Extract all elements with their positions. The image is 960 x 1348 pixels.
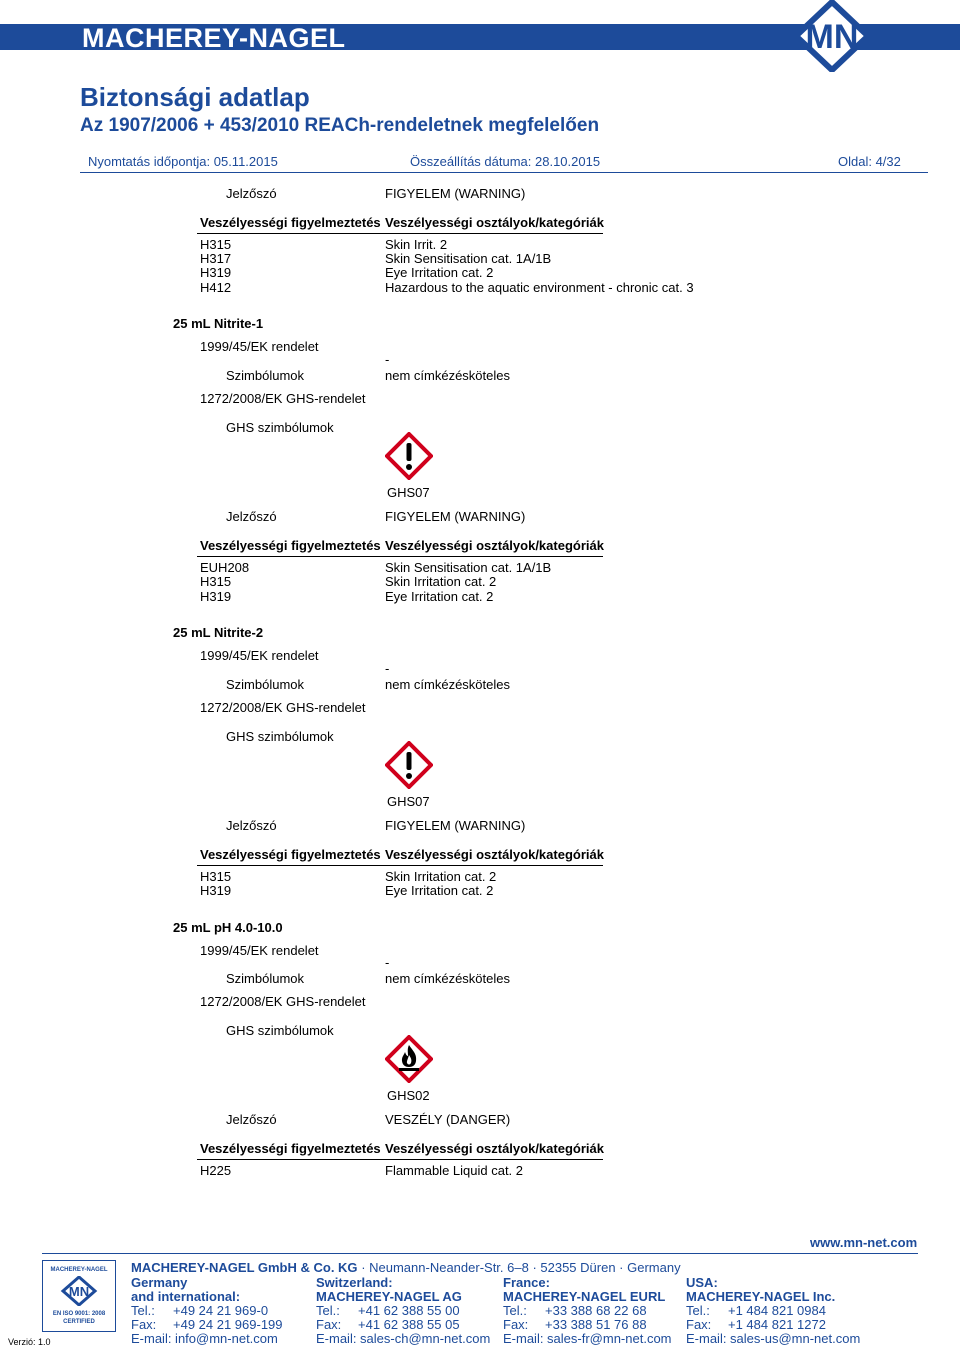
hazard-statements-header: Veszélyességi figyelmeztetés: [200, 847, 381, 862]
document-subtitle: Az 1907/2006 + 453/2010 REACh-rendeletnek megfelelően: [80, 115, 600, 136]
signal-word-value: FIGYELEM (WARNING): [385, 509, 526, 524]
signal-word-label: Jelzőszó: [226, 186, 277, 201]
section-title: 25 mL Nitrite-1: [173, 316, 264, 331]
mn-logo-icon: [60, 1276, 98, 1306]
tel-label: Tel.:: [686, 1303, 710, 1318]
ghs-code: GHS07: [387, 485, 430, 500]
hazard-classes-header: Veszélyességi osztályok/kategóriák: [385, 1141, 604, 1156]
hazard-class: Skin Irritation cat. 2: [385, 574, 497, 589]
symbol-dash: -: [385, 661, 390, 676]
hazard-class: Hazardous to the aquatic environment - chronic cat. 3: [385, 280, 694, 295]
cert-brand: MACHEREY-NAGEL: [50, 1267, 108, 1273]
hazard-code: H317: [200, 251, 232, 266]
hazard-code: H412: [200, 280, 232, 295]
cert-status: CERTIFIED: [63, 1319, 95, 1325]
symbol-dash: -: [385, 352, 390, 367]
tel-number: +41 62 388 55 00: [358, 1303, 460, 1318]
hazard-code: H315: [200, 869, 232, 884]
hazard-code: H319: [200, 589, 232, 604]
not-labelled-text: nem címkézésköteles: [385, 971, 510, 986]
ghs-regulation-label: 1272/2008/EK GHS-rendelet: [200, 391, 366, 406]
svg-text:MN: MN: [68, 1284, 90, 1299]
signal-word-value: FIGYELEM (WARNING): [385, 186, 526, 201]
company-name: MACHEREY-NAGEL GmbH & Co. KG: [131, 1260, 358, 1275]
hazard-class: Flammable Liquid cat. 2: [385, 1163, 524, 1178]
iso-certificate-badge: [42, 1260, 116, 1332]
fax-number: +49 24 21 969-199: [173, 1317, 283, 1332]
table-header-divider: [197, 865, 603, 866]
svg-text:MN: MN: [805, 18, 859, 56]
hazard-class: Skin Irrit. 2: [385, 237, 448, 252]
exclamation-mark-icon: [385, 432, 433, 480]
print-date: Nyomtatás időpontja: 05.11.2015: [88, 154, 278, 169]
table-header-divider: [197, 233, 603, 234]
version-label: Verzió: 1.0: [8, 1337, 51, 1347]
hazard-code: H319: [200, 883, 232, 898]
tel-label: Tel.:: [503, 1303, 527, 1318]
cert-standard: EN ISO 9001: 2008: [52, 1311, 106, 1317]
tel-label: Tel.:: [316, 1303, 340, 1318]
ghs-regulation-label: 1272/2008/EK GHS-rendelet: [200, 700, 366, 715]
fax-number: +1 484 821 1272: [728, 1317, 826, 1332]
hazard-code: H319: [200, 265, 232, 280]
ghs-code: GHS07: [387, 794, 430, 809]
directive-label: 1999/45/EK rendelet: [200, 648, 319, 663]
not-labelled-text: nem címkézésköteles: [385, 368, 510, 383]
section-title: 25 mL pH 4.0-10.0: [173, 920, 283, 935]
signal-word-label: Jelzőszó: [226, 818, 277, 833]
hazard-class: Skin Sensitisation cat. 1A/1B: [385, 251, 552, 266]
ghs-regulation-label: 1272/2008/EK GHS-rendelet: [200, 994, 366, 1009]
office-heading: Switzerland:: [316, 1275, 393, 1290]
directive-label: 1999/45/EK rendelet: [200, 943, 319, 958]
hazard-class: Eye Irritation cat. 2: [385, 265, 494, 280]
fax-label: Fax:: [686, 1317, 712, 1332]
hazard-code: EUH208: [200, 560, 250, 575]
fax-label: Fax:: [316, 1317, 342, 1332]
footer-divider: [42, 1253, 918, 1254]
hazard-class: Eye Irritation cat. 2: [385, 883, 494, 898]
email-link[interactable]: E-mail: sales-ch@mn-net.com: [316, 1331, 491, 1346]
flame-icon: [385, 1035, 433, 1083]
page-number: Oldal: 4/32: [838, 154, 901, 169]
hazard-code: H315: [200, 237, 232, 252]
directive-label: 1999/45/EK rendelet: [200, 339, 319, 354]
compile-date: Összeállítás dátuma: 28.10.2015: [410, 154, 601, 169]
hazard-classes-header: Veszélyességi osztályok/kategóriák: [385, 538, 604, 553]
mn-logo-icon: [772, 0, 892, 72]
hazard-class: Skin Irritation cat. 2: [385, 869, 497, 884]
company-line: [131, 1260, 681, 1275]
ghs-symbols-label: GHS szimbólumok: [226, 1023, 334, 1038]
header-divider: [80, 172, 928, 173]
fax-label: Fax:: [131, 1317, 157, 1332]
hazard-code: H225: [200, 1163, 232, 1178]
tel-label: Tel.:: [131, 1303, 155, 1318]
symbols-label: Szimbólumok: [226, 368, 305, 383]
ghs-symbols-label: GHS szimbólumok: [226, 420, 334, 435]
hazard-code: H315: [200, 574, 232, 589]
office-name: MACHEREY-NAGEL AG: [316, 1289, 462, 1304]
signal-word-label: Jelzőszó: [226, 509, 277, 524]
hazard-classes-header: Veszélyességi osztályok/kategóriák: [385, 847, 604, 862]
hazard-class: Skin Sensitisation cat. 1A/1B: [385, 560, 552, 575]
email-link[interactable]: E-mail: info@mn-net.com: [131, 1331, 278, 1346]
office-name: MACHEREY-NAGEL EURL: [503, 1289, 666, 1304]
website-link[interactable]: www.mn-net.com: [810, 1235, 918, 1250]
fax-number: +41 62 388 55 05: [358, 1317, 460, 1332]
hazard-classes-header: Veszélyességi osztályok/kategóriák: [385, 215, 604, 230]
brand-name: MACHEREY-NAGEL: [82, 23, 346, 53]
company-address: · Neumann-Neander-Str. 6–8 · 52355 Düren · Germany: [361, 1260, 681, 1275]
document-title: Biztonsági adatlap: [80, 82, 310, 112]
table-header-divider: [197, 556, 603, 557]
tel-number: +49 24 21 969-0: [173, 1303, 269, 1318]
office-name: and international:: [131, 1289, 241, 1304]
symbols-label: Szimbólumok: [226, 677, 305, 692]
office-heading: USA:: [686, 1275, 718, 1290]
ghs-symbols-label: GHS szimbólumok: [226, 729, 334, 744]
signal-word-value: VESZÉLY (DANGER): [385, 1112, 511, 1127]
symbols-label: Szimbólumok: [226, 971, 305, 986]
hazard-statements-header: Veszélyességi figyelmeztetés: [200, 215, 381, 230]
fax-label: Fax:: [503, 1317, 529, 1332]
office-heading: Germany: [131, 1275, 188, 1290]
fax-number: +33 388 51 76 88: [545, 1317, 647, 1332]
hazard-statements-header: Veszélyességi figyelmeztetés: [200, 1141, 381, 1156]
symbol-dash: -: [385, 955, 390, 970]
email-link[interactable]: E-mail: sales-us@mn-net.com: [686, 1331, 861, 1346]
ghs-code: GHS02: [387, 1088, 430, 1103]
office-heading: France:: [503, 1275, 550, 1290]
tel-number: +33 388 68 22 68: [545, 1303, 647, 1318]
hazard-statements-header: Veszélyességi figyelmeztetés: [200, 538, 381, 553]
not-labelled-text: nem címkézésköteles: [385, 677, 510, 692]
exclamation-mark-icon: [385, 741, 433, 789]
tel-number: +1 484 821 0984: [728, 1303, 826, 1318]
email-link[interactable]: E-mail: sales-fr@mn-net.com: [503, 1331, 672, 1346]
hazard-class: Eye Irritation cat. 2: [385, 589, 494, 604]
table-header-divider: [197, 1159, 603, 1160]
signal-word-label: Jelzőszó: [226, 1112, 277, 1127]
office-name: MACHEREY-NAGEL Inc.: [686, 1289, 836, 1304]
signal-word-value: FIGYELEM (WARNING): [385, 818, 526, 833]
section-title: 25 mL Nitrite-2: [173, 625, 264, 640]
